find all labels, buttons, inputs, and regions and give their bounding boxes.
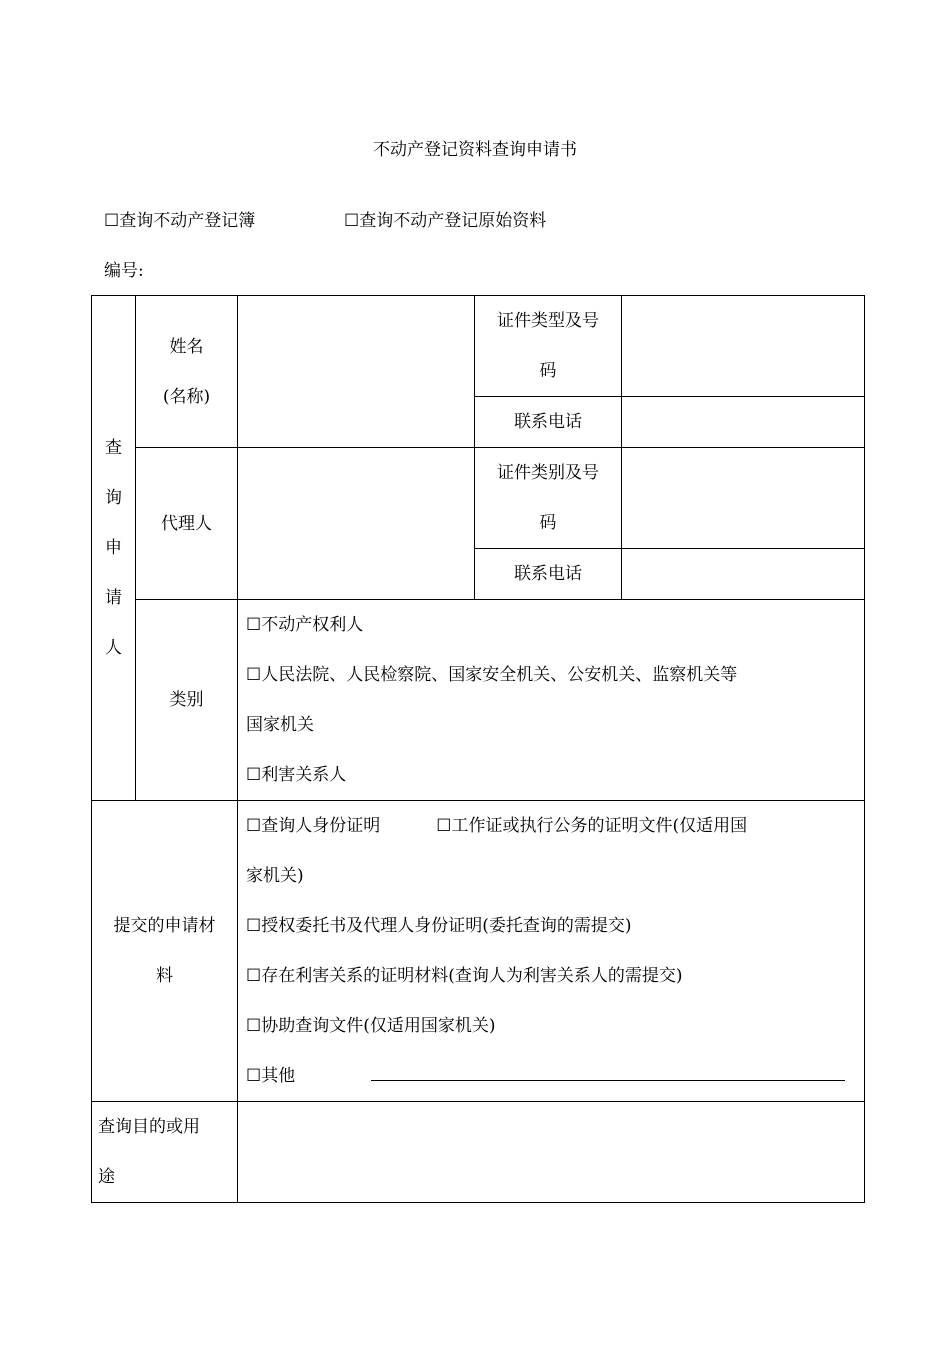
materials-options <box>238 801 865 1102</box>
checkbox-icon[interactable]: ☐ <box>246 966 262 986</box>
name-label: 姓名 (名称) <box>136 296 238 448</box>
checkbox-icon[interactable]: ☐ <box>246 615 262 635</box>
category-interested-party-option[interactable]: ☐利害关系人 <box>246 765 347 785</box>
query-original-option[interactable] <box>344 206 546 231</box>
other-fill-line[interactable] <box>371 1062 845 1081</box>
work-id-option-cont: 家机关) <box>246 866 304 886</box>
agent-phone-label: 联系电话 <box>475 549 622 600</box>
serial-number-label: 编号: <box>104 261 144 281</box>
id-number-field[interactable] <box>622 296 865 397</box>
checkbox-icon[interactable]: ☐ <box>246 816 262 836</box>
agent-id-type-label: 证件类别及号 码 <box>475 448 622 549</box>
agent-id-number-field[interactable] <box>622 448 865 549</box>
authorization-option[interactable]: ☐授权委托书及代理人身份证明(委托查询的需提交) <box>246 916 632 936</box>
query-register-option[interactable] <box>104 206 255 231</box>
checkbox-icon[interactable]: ☐ <box>246 1066 262 1086</box>
checkbox-icon[interactable]: ☐ <box>344 211 360 231</box>
category-owner-option[interactable]: ☐不动产权利人 <box>246 615 364 635</box>
other-option[interactable]: ☐其他 <box>246 1051 864 1101</box>
purpose-field[interactable] <box>238 1102 865 1203</box>
category-state-organ-option[interactable]: ☐人民法院、人民检察院、国家安全机关、公安机关、监察机关等 <box>246 665 738 685</box>
work-id-option[interactable]: ☐工作证或执行公务的证明文件(仅适用国 <box>436 816 748 836</box>
application-form-table <box>91 295 865 1203</box>
checkbox-icon[interactable]: ☐ <box>246 916 262 936</box>
name-field[interactable] <box>238 296 475 448</box>
checkbox-icon[interactable]: ☐ <box>246 1016 262 1036</box>
query-register-label: 查询不动产登记簿 <box>119 211 256 231</box>
assist-query-option[interactable]: ☐协助查询文件(仅适用国家机关) <box>246 1016 496 1036</box>
phone-field[interactable] <box>622 397 865 448</box>
query-original-label: 查询不动产登记原始资料 <box>359 211 547 231</box>
query-type-options <box>104 206 547 231</box>
agent-field[interactable] <box>238 448 475 600</box>
applicant-section-label: 查 询 申 请 人 <box>92 296 136 801</box>
purpose-label: 查询目的或用 途 <box>92 1102 238 1203</box>
checkbox-icon[interactable]: ☐ <box>104 211 120 231</box>
id-type-label: 证件类型及号 码 <box>475 296 622 397</box>
interest-proof-option[interactable]: ☐存在利害关系的证明材料(查询人为利害关系人的需提交) <box>246 966 683 986</box>
agent-label: 代理人 <box>136 448 238 600</box>
materials-label: 提交的申请材 料 <box>92 801 238 1102</box>
agent-phone-field[interactable] <box>622 549 865 600</box>
page-title: 不动产登记资料查询申请书 <box>373 140 577 160</box>
category-state-organ-cont: 国家机关 <box>246 715 314 735</box>
checkbox-icon[interactable]: ☐ <box>246 665 262 685</box>
identity-proof-option[interactable]: ☐查询人身份证明 <box>246 816 381 836</box>
category-options <box>238 600 865 801</box>
phone-label: 联系电话 <box>475 397 622 448</box>
checkbox-icon[interactable]: ☐ <box>436 816 452 836</box>
checkbox-icon[interactable]: ☐ <box>246 765 262 785</box>
category-label: 类别 <box>136 600 238 801</box>
